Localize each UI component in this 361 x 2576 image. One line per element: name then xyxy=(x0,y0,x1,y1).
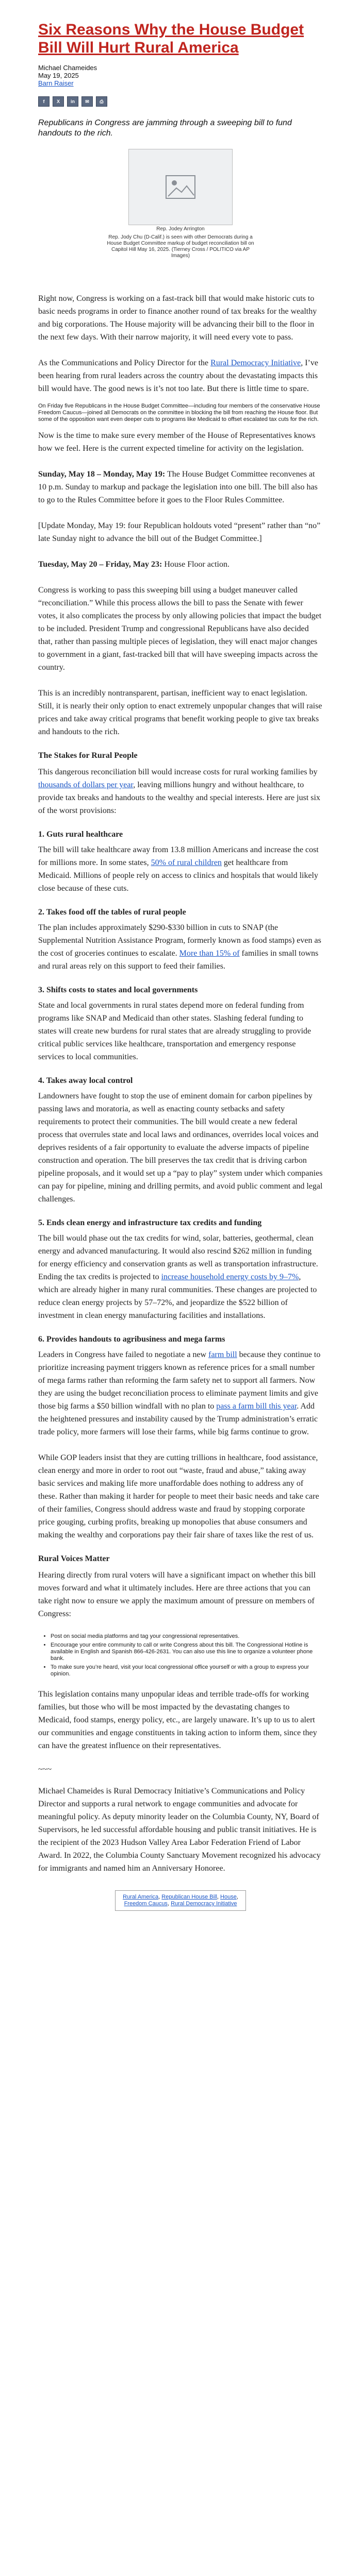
paragraph: Now is the time to make sure every member of the House of Representatives knows how we feel. Here is the current expected timeline for activity on the legislation. xyxy=(38,431,316,453)
separator: ~~~ xyxy=(38,1765,52,1774)
image-alt-text: Rep. Jodey Arrington xyxy=(156,226,205,232)
provision-heading-1: 1. Guts rural healthcare xyxy=(38,830,123,839)
paragraph: Sunday, May 18 – Monday, May 19: The House Budget Committee reconvenes at 10 p.m. Sunday to markup and package the legislation into one bill. The bill also has to go to the Rules Committee before it goes to the Floor Rules Committee. xyxy=(38,470,318,504)
tag-link[interactable]: Republican House Bill xyxy=(161,1894,217,1900)
paragraph: As the Communications and Policy Director for the Rural Democracy Initiative, I’ve been hearing from rural leaders across the country about the devastating impacts this bill would have. The good news is it’s not too late. But there is little time to spare. xyxy=(38,359,318,393)
image-placeholder xyxy=(128,149,233,225)
paragraph: This is an incredibly nontransparent, partisan, inefficient way to enact legislation. Still, it is nearly their only option to enact extremely unpopular changes that will raise prices and take away critical programs that benefit working people to give tax breaks and handouts to the rich. xyxy=(38,689,322,736)
provision-heading-6: 6. Provides handouts to agribusiness and mega farms xyxy=(38,1335,225,1344)
tag-link[interactable]: Rural Democracy Initiative xyxy=(171,1901,237,1907)
list-item: • Post on social media platforms and tag your congressional representatives. xyxy=(51,1633,323,1640)
provision-heading-3: 3. Shifts costs to states and local governments xyxy=(38,986,198,994)
source-link[interactable]: Barn Raiser xyxy=(38,79,74,87)
author-bio: Michael Chameides is Rural Democracy Initiative’s Communications and Policy Director and supports a rural network to engage communities and advocate for meaningful policy. As deputy minority leader on the Columbia County, NY, Board of Supervisors, he led successful affordable housing and public transit initiatives. He is the recipient of the 2023 Hudson Valley Area Labor Federation Friend of Labor Award. In 2022, the Columbia County Sanctuary Movement recognized his advocacy for immigrants and named him an Anniversary Honoree. xyxy=(38,1787,321,1873)
linkedin-icon[interactable]: in xyxy=(67,96,78,107)
farm-bill-year-link[interactable]: pass a farm bill this year xyxy=(216,1402,297,1411)
article-meta xyxy=(38,64,323,87)
paragraph: The bill would phase out the tax credits for wind, solar, batteries, geothermal, clean energy and advanced manufacturing. It would also rescind $262 million in funding for energy efficiency and conservation grants as well as transportation infrastructure. Ending the tax credits is projected to increase household energy costs by 9–7%, which are already higher in many rural communities. These changes are projected to reduce clean energy projects by 57–72%, and jeopardize the $522 billion of investment in clean energy manufacturing facilities and installations. xyxy=(38,1234,318,1320)
broken-image-icon xyxy=(165,175,196,199)
tag-link[interactable]: House xyxy=(220,1894,237,1900)
image-caption: Rep. Jody Chu (D-Calif.) is seen with other Democrats during a House Budget Committee markup of budget reconciliation bill on Capitol Hill May 16, 2025. (Tierney Cross / POLITICO via AP Images) xyxy=(107,234,254,259)
farm-bill-link[interactable]: farm bill xyxy=(208,1350,237,1359)
article-lead: Republicans in Congress are jamming through a sweeping bill to fund handouts to the rich. xyxy=(38,118,292,138)
energy-costs-link[interactable]: increase household energy costs by 9–7% xyxy=(161,1273,299,1281)
provision-heading-5: 5. Ends clean energy and infrastructure tax credits and funding xyxy=(38,1218,262,1227)
paragraph: Leaders in Congress have failed to negotiate a new farm bill because they continue to prioritize increasing payment triggers known as reference prices for a small number of mega farms rather than reforming the farm safety net to support all farmers. Now they are using the budget reconciliation process to eliminate payment limits and give those big farms a $50 billion windfall with no plan to pass a farm bill this year. Add the heightened pressures and instability caused by the Trump administration’s erratic trade policy, more farmers will lose their farms, while big farms continue to grow. xyxy=(38,1350,321,1436)
rural-democracy-link[interactable]: Rural Democracy Initiative xyxy=(210,359,301,367)
paragraph: Congress is working to pass this sweeping bill using a budget maneuver called “reconciliation.” While this process allows the bill to pass the Senate with fewer votes, it also complicates the process by only allowing policies that impact the budget to be included. President Trump and congressional Republicans have also decided that, rather than passing multiple pieces of legislation, they will enact major changes to government in a giant, fast-tracked bill that will have sweeping impacts across the country. xyxy=(38,586,322,672)
action-list xyxy=(38,1633,323,1677)
list-item: • To make sure you’re heard, visit your local congressional office yourself or with a group to express your opinion. xyxy=(51,1664,323,1677)
paragraph: Landowners have fought to stop the use of eminent domain for carbon pipelines by passing laws and moratoria, as well as enacting county setbacks and safety requirements to protect their communities. The bill would create a new federal process that overrules state and local laws and ordinances, overrides local voices and deprives residents of a fair opportunity to evaluate the adverse impacts of pipeline construction and operation. The bill preserves the tax credit that is driving carbon pipeline proposals, and it would set up a “pay to play” system under which companies can pay for pipeline, mining and drilling permits, and avoid public comment and legal challenges. xyxy=(38,1092,323,1204)
provision-heading-2: 2. Takes food off the tables of rural people xyxy=(38,908,186,917)
x-icon[interactable]: X xyxy=(53,96,64,107)
editor-note: On Friday five Republicans in the House Budget Committee—including four members of the conservative House Freedom Caucus—joined all Democrats on the committee in blocking the bill from reaching the House floor. But some of the opposition want even deeper cuts to programs like Medicaid to offset escalated tax cuts for the rich. xyxy=(38,403,320,422)
update-paragraph: [Update Monday, May 19: four Republican holdouts voted “present” rather than “no” late Sunday night to advance the bill out of the Budget Committee.] xyxy=(38,521,321,543)
print-icon[interactable]: ⎙ xyxy=(96,96,107,107)
publish-date: May 19, 2025 xyxy=(38,72,79,79)
paragraph: While GOP leaders insist that they are cutting trillions in healthcare, food assistance, clean energy and more in order to root out “waste, fraud and abuse,” taking away basic services and making life more unaffordable does nothing to address any of these. Rather than making it harder for people to meet their basic needs and take care of their families, Congress should address waste and fraud by stopping corporate price gouging, curbing profits, breaking up monopolies that abuse consumers and making the wealthy and corporations pay their fair share of taxes like the rest of us. xyxy=(38,1453,319,1539)
facebook-icon[interactable]: f xyxy=(38,96,50,107)
email-icon[interactable]: ✉ xyxy=(81,96,93,107)
paragraph: This dangerous reconciliation bill would increase costs for rural working families by thousands of dollars per year, leaving millions hungry and without healthcare, to provide tax breaks and handouts to the wealthy and special interests. Here are just six of the worst provisions: xyxy=(38,768,320,815)
paragraph: Tuesday, May 20 – Friday, May 23: House Floor action. xyxy=(38,560,229,569)
rural-children-link[interactable]: 50% of rural children xyxy=(151,858,222,867)
article-title[interactable]: Six Reasons Why the House Budget Bill Will Hurt Rural America xyxy=(38,21,304,56)
paragraph: The plan includes approximately $290-$330 billion in cuts to SNAP (the Supplemental Nutrition Assistance Program, formerly known as food stamps) even as the cost of groceries continues to escalate. More than 15% of families in small towns and rural areas rely on this support to feed their families. xyxy=(38,923,321,971)
tag-link[interactable]: Rural America xyxy=(123,1894,159,1900)
article xyxy=(38,21,323,1911)
section-heading-stakes: The Stakes for Rural People xyxy=(38,751,138,760)
paragraph: Right now, Congress is working on a fast-track bill that would make historic cuts to basic needs programs in order to finance another round of tax breaks for the wealthy and big corporations. The House majority will be advancing their bill to the floor in the next few days. With their narrow majority, it will need every vote to pass. xyxy=(38,294,317,342)
paragraph: State and local governments in rural states depend more on federal funding from programs like SNAP and Medicaid than other states. Slashing federal funding to states will create new burdens for rural states that are already struggling to provide critical public services like healthcare, transportation and emergency response services to local communities. xyxy=(38,1001,311,1061)
tag-list: Rural America, Republican House Bill, House, Freedom Caucus, Rural Democracy Initiative xyxy=(115,1890,246,1911)
paragraph: The bill will take healthcare away from 13.8 million Americans and increase the cost for millions more. In some states, 50% of rural children get healthcare from Medicaid. Millions of people rely on access to clinics and hospitals that would likely close because of these cuts. xyxy=(38,845,319,893)
article-figure xyxy=(38,149,323,259)
provision-heading-4: 4. Takes away local control xyxy=(38,1076,133,1085)
section-heading-voices: Rural Voices Matter xyxy=(38,1554,110,1563)
author: Michael Chameides xyxy=(38,64,97,72)
share-buttons xyxy=(38,96,323,107)
costs-link[interactable]: thousands of dollars per year xyxy=(38,781,134,789)
paragraph: This legislation contains many unpopular ideas and terrible trade-offs for working families, but those who will be most impacted by the devastating changes to Medicaid, food stamps, energy policy, etc., are largely unaware. It’s up to us to alert our communities and engage constituents in taking action to inform them, since they can have the greatest influence on their representatives. xyxy=(38,1690,317,1750)
tag-link[interactable]: Freedom Caucus xyxy=(124,1901,168,1907)
paragraph: Hearing directly from rural voters will have a significant impact on whether this bill moves forward and what it ultimately includes. Here are three actions that you can take right now to ensure we apply the maximum amount of pressure on members of Congress: xyxy=(38,1571,316,1618)
snap-families-link[interactable]: More than 15% of xyxy=(179,949,240,958)
list-item: • Encourage your entire community to call or write Congress about this bill. The Congressional Hotline is available in English and Spanish 866-426-2631. You can also use this line to organize a volunteer phone bank. xyxy=(51,1642,323,1662)
